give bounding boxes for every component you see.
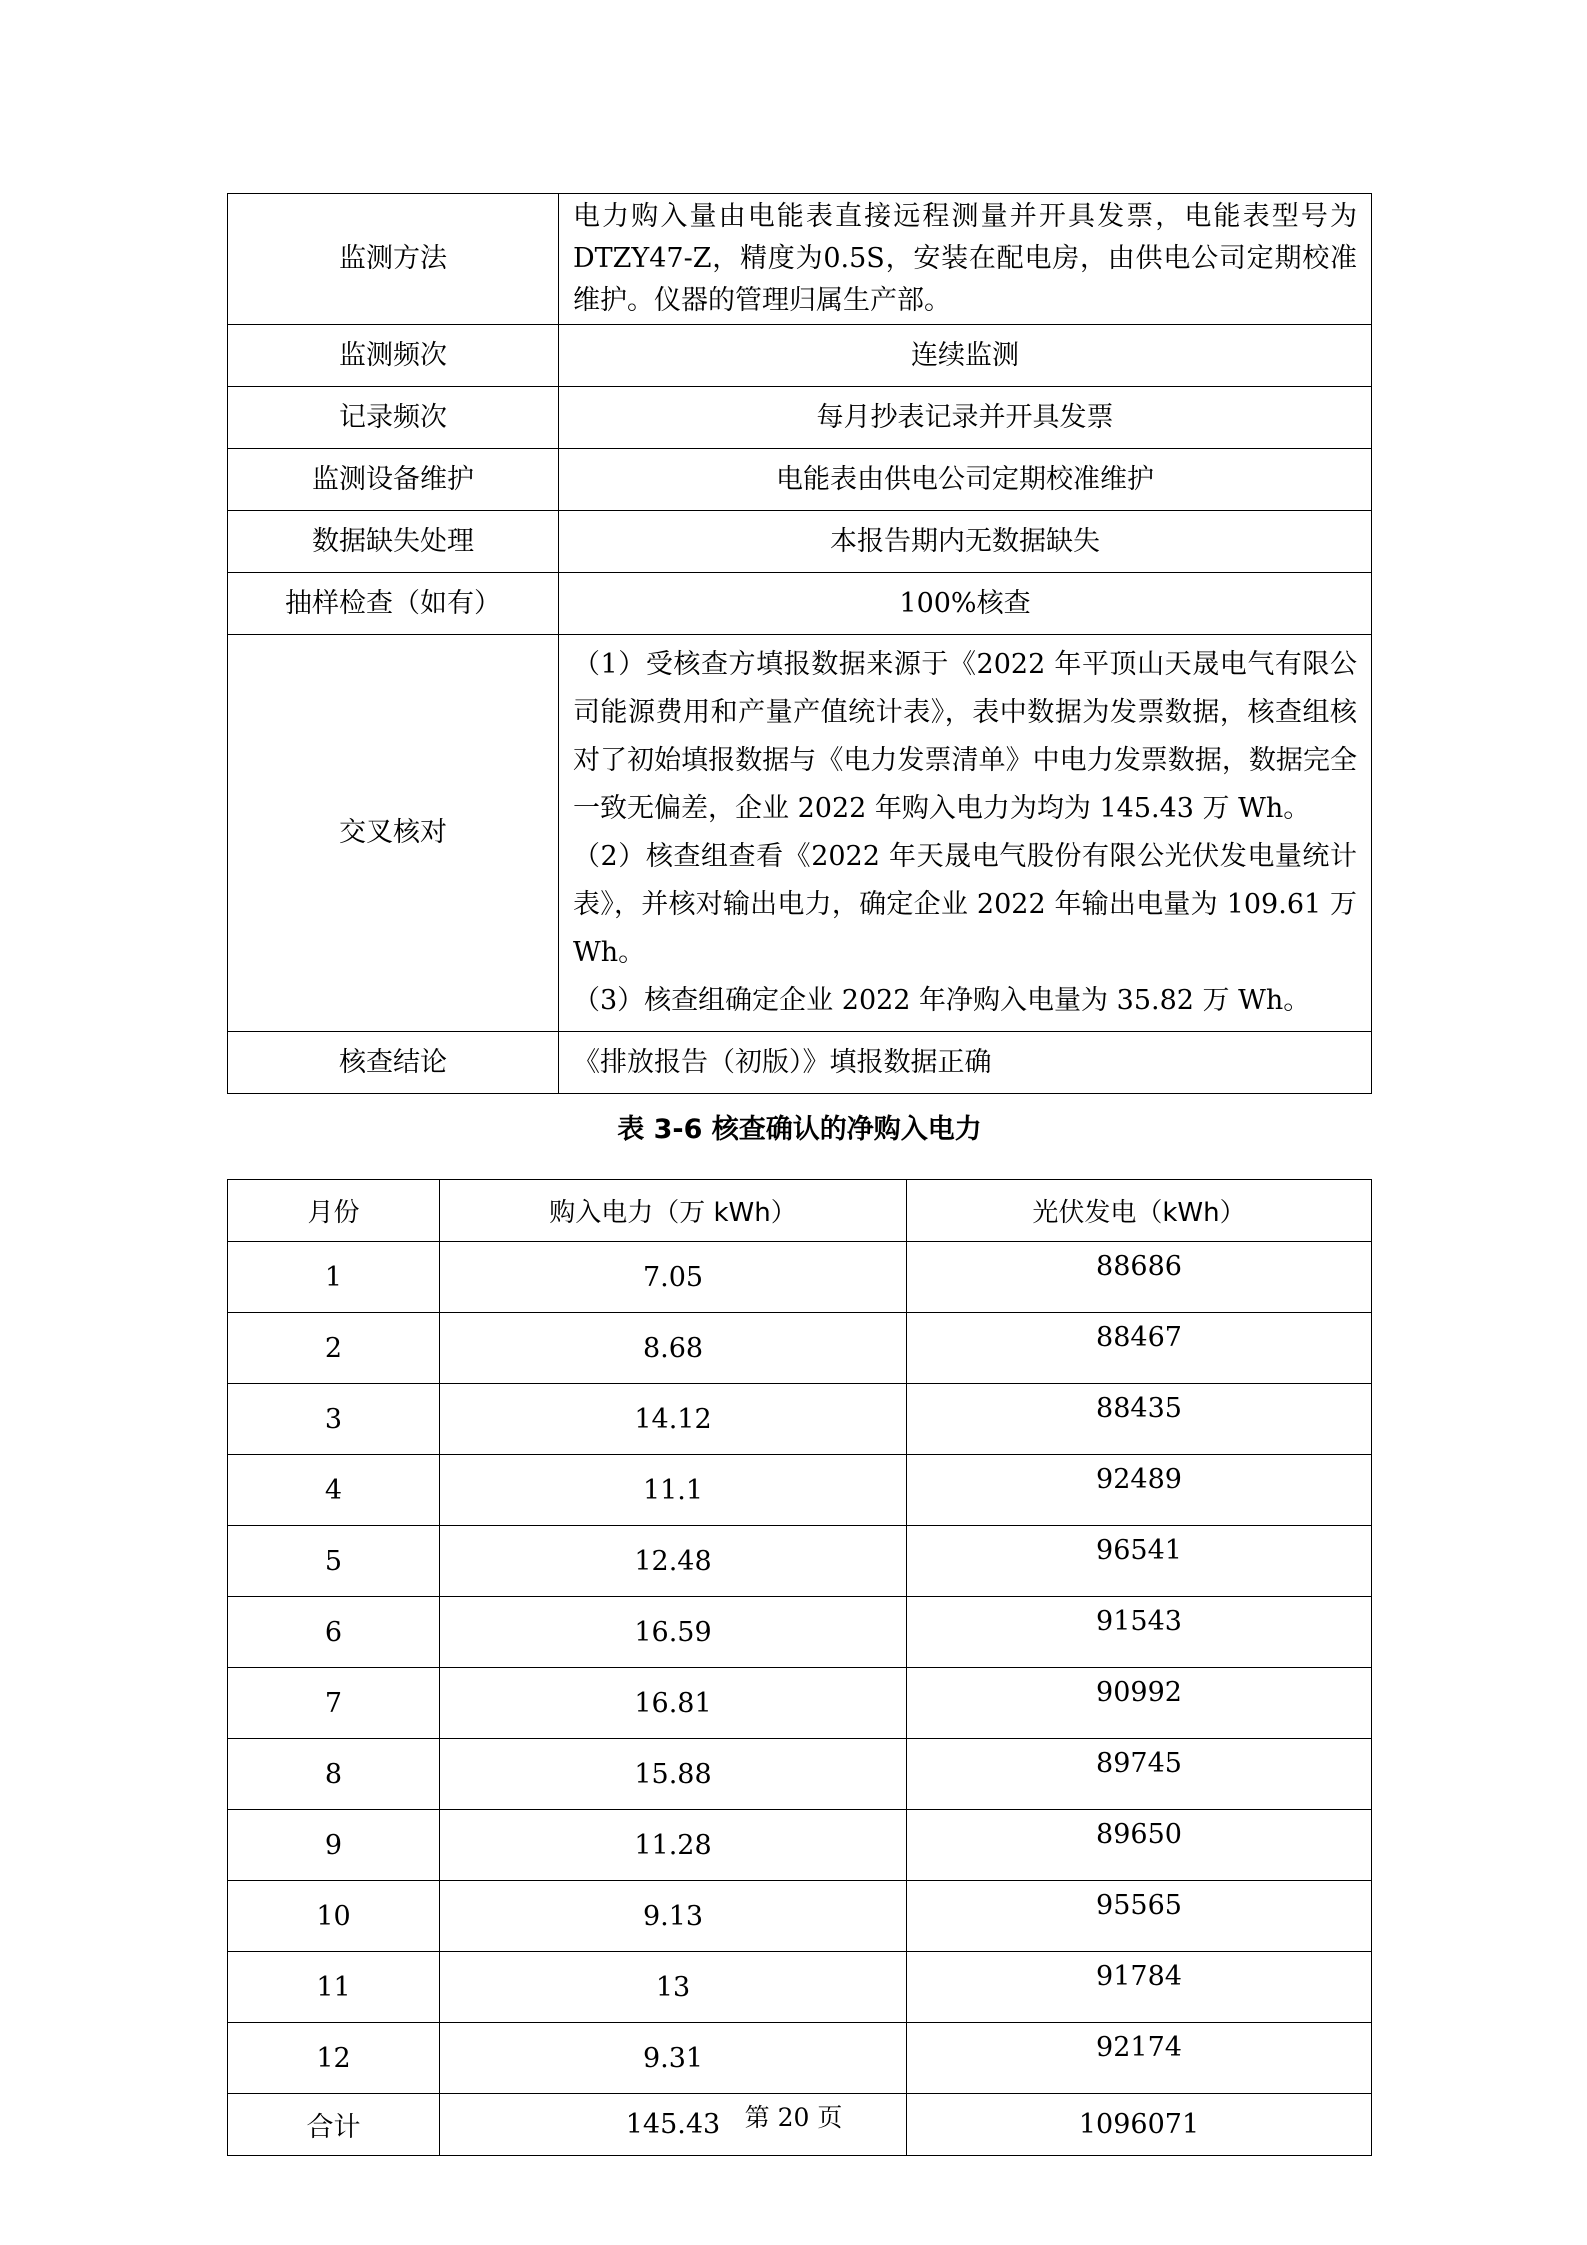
table-row — [228, 1810, 1372, 1881]
pv-generation-cell: 91784 — [907, 1952, 1372, 2023]
month-cell: 6 — [228, 1597, 440, 1668]
table-row — [228, 1242, 1372, 1313]
header-month: 月份 — [228, 1180, 440, 1242]
month-cell: 2 — [228, 1313, 440, 1384]
total-purchased-power-cell: 145.43 — [440, 2094, 907, 2156]
page-number: 第 20 页 — [744, 2103, 843, 2132]
purchased-power-cell: 15.88 — [440, 1739, 907, 1810]
total-label-cell: 合计 — [228, 2094, 440, 2156]
month-cell: 12 — [228, 2023, 440, 2094]
pv-generation-cell: 95565 — [907, 1881, 1372, 1952]
table-row — [228, 1032, 1372, 1094]
month-cell: 7 — [228, 1668, 440, 1739]
pv-generation-cell: 92174 — [907, 2023, 1372, 2094]
table-header-row — [228, 1180, 1372, 1242]
purchased-power-cell: 11.1 — [440, 1455, 907, 1526]
month-cell: 1 — [228, 1242, 440, 1313]
header-pv-generation: 光伏发电（kWh） — [907, 1180, 1372, 1242]
monitoring-frequency-label: 监测频次 — [228, 325, 559, 387]
pv-generation-cell: 88686 — [907, 1242, 1372, 1313]
table-row — [228, 194, 1372, 325]
missing-data-value: 本报告期内无数据缺失 — [559, 511, 1372, 573]
table-row — [228, 511, 1372, 573]
table-row — [228, 635, 1372, 1032]
month-cell: 8 — [228, 1739, 440, 1810]
verification-info-table — [227, 193, 1372, 1094]
pv-generation-cell: 88467 — [907, 1313, 1372, 1384]
purchased-power-cell: 9.13 — [440, 1881, 907, 1952]
table-row — [228, 1384, 1372, 1455]
table-row — [228, 2023, 1372, 2094]
purchased-power-cell: 16.59 — [440, 1597, 907, 1668]
monitoring-frequency-value: 连续监测 — [559, 325, 1372, 387]
table-body — [228, 1242, 1372, 2156]
table-row — [228, 1739, 1372, 1810]
equipment-maintenance-value: 电能表由供电公司定期校准维护 — [559, 449, 1372, 511]
purchased-power-cell: 9.31 — [440, 2023, 907, 2094]
cross-check-item-2: （2）核查组查看《2022 年天晟电气股份有限公光伏发电量统计表》，并核对输出电力，确定企业 2022 年输出电量为 109.61 万 Wh。 — [573, 841, 1357, 968]
pv-generation-cell: 89650 — [907, 1810, 1372, 1881]
header-purchased-power: 购入电力（万 kWh） — [440, 1180, 907, 1242]
month-cell: 5 — [228, 1526, 440, 1597]
table-row — [228, 1313, 1372, 1384]
sampling-check-value: 100%核查 — [559, 573, 1372, 635]
recording-frequency-value: 每月抄表记录并开具发票 — [559, 387, 1372, 449]
net-purchased-power-table — [227, 1179, 1372, 2156]
pv-generation-cell: 90992 — [907, 1668, 1372, 1739]
total-pv-generation-cell: 1096071 — [907, 2094, 1372, 2156]
purchased-power-cell: 16.81 — [440, 1668, 907, 1739]
cross-check-item-1: （1）受核查方填报数据来源于《2022 年平顶山天晟电气有限公司能源费用和产量产值统计表》，表中数据为发票数据，核查组核对了初始填报数据与《电力发票清单》中电力发票数据，数据完全一致无偏差，企业 2022 年购入电力为均为 145.43 万 Wh。 — [573, 649, 1357, 824]
monitoring-method-value: 电力购入量由电能表直接远程测量并开具发票，电能表型号为DTZY47-Z，精度为0.5S，安装在配电房，由供电公司定期校准维护。仪器的管理归属生产部。 — [559, 194, 1372, 325]
month-cell: 9 — [228, 1810, 440, 1881]
table-row — [228, 449, 1372, 511]
table-row — [228, 1668, 1372, 1739]
cross-check-item-3: （3）核查组确定企业 2022 年净购入电量为 35.82 万 Wh。 — [573, 985, 1311, 1016]
pv-generation-cell: 92489 — [907, 1455, 1372, 1526]
conclusion-value: 《排放报告（初版）》填报数据正确 — [559, 1032, 1372, 1094]
month-cell: 3 — [228, 1384, 440, 1455]
cross-check-value — [559, 635, 1372, 1032]
table-row — [228, 325, 1372, 387]
pv-generation-cell: 96541 — [907, 1526, 1372, 1597]
table-row — [228, 1455, 1372, 1526]
table-caption: 表 3-6 核查确认的净购入电力 — [617, 1114, 982, 1145]
purchased-power-cell: 8.68 — [440, 1313, 907, 1384]
recording-frequency-label: 记录频次 — [228, 387, 559, 449]
purchased-power-cell: 13 — [440, 1952, 907, 2023]
pv-generation-cell: 89745 — [907, 1739, 1372, 1810]
table-row — [228, 387, 1372, 449]
purchased-power-cell: 12.48 — [440, 1526, 907, 1597]
table-row — [228, 1952, 1372, 2023]
purchased-power-cell: 11.28 — [440, 1810, 907, 1881]
table-row — [228, 573, 1372, 635]
cross-check-label: 交叉核对 — [228, 635, 559, 1032]
purchased-power-cell: 7.05 — [440, 1242, 907, 1313]
table-row — [228, 1597, 1372, 1668]
pv-generation-cell: 88435 — [907, 1384, 1372, 1455]
monitoring-method-label: 监测方法 — [228, 194, 559, 325]
table-row — [228, 1881, 1372, 1952]
equipment-maintenance-label: 监测设备维护 — [228, 449, 559, 511]
pv-generation-cell: 91543 — [907, 1597, 1372, 1668]
sampling-check-label: 抽样检查（如有） — [228, 573, 559, 635]
conclusion-label: 核查结论 — [228, 1032, 559, 1094]
month-cell: 4 — [228, 1455, 440, 1526]
table-row — [228, 1526, 1372, 1597]
month-cell: 10 — [228, 1881, 440, 1952]
missing-data-label: 数据缺失处理 — [228, 511, 559, 573]
month-cell: 11 — [228, 1952, 440, 2023]
purchased-power-cell: 14.12 — [440, 1384, 907, 1455]
